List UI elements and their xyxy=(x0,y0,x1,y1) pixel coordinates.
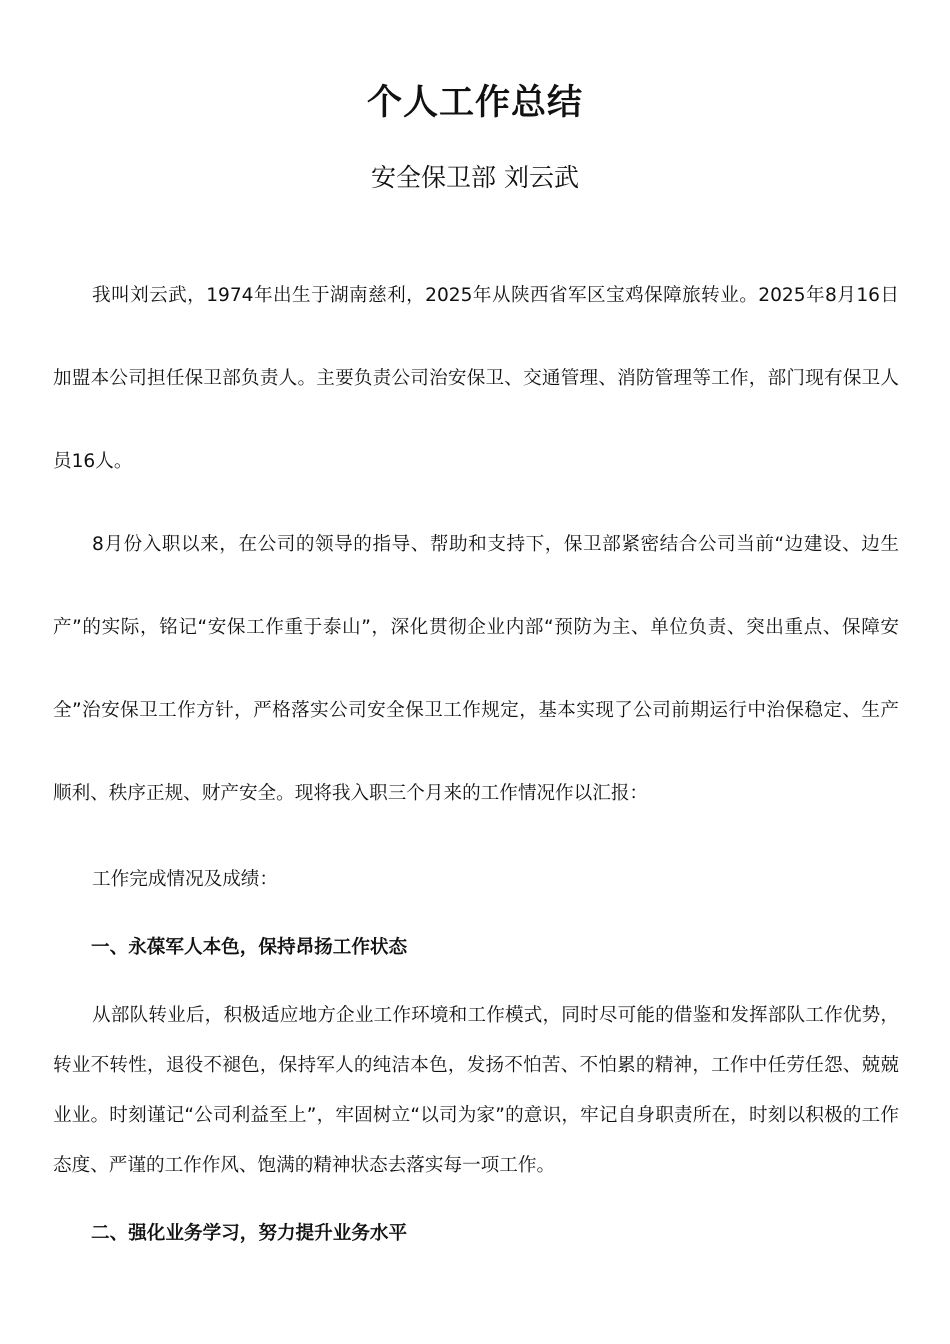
document-subtitle: 安全保卫部 刘云武 xyxy=(371,163,579,192)
section-heading-2: 二、强化业务学习，努力提升业务水平 xyxy=(91,1223,408,1244)
paragraph-section1-body: 从部队转业后，积极适应地方企业工作环境和工作模式，同时尽可能的借鉴和发挥部队工作优势，转业不转性，退役不褪色，保持军人的纯洁本色，发扬不怕苦、不怕累的精神，工作中任劳任怨、兢兢业业。时刻谨记“公司利益至上”，牢固树立“以司为家”的意识，牢记自身职责所在，时刻以积极的工作态度、严谨的工作作风、饱满的精神状态去落实每一项工作。 xyxy=(53,1005,899,1176)
document-title: 个人工作总结 xyxy=(366,82,583,124)
section-heading-1: 一、永葆军人本色，保持昂扬工作状态 xyxy=(91,937,408,958)
paragraph-intro: 我叫刘云武，1974年出生于湖南慈利，2025年从陕西省军区宝鸡保障旅转业。2025年8月16日加盟本公司担任保卫部负责人。主要负责公司治安保卫、交通管理、消防管理等工作，部门现有保卫人员16人。 xyxy=(53,285,899,472)
paragraph-since-august: 8月份入职以来，在公司的领导的指导、帮助和支持下，保卫部紧密结合公司当前“边建设、边生产”的实际，铭记“安保工作重于泰山”，深化贯彻企业内部“预防为主、单位负责、突出重点、保障安全”治安保卫工作方针，严格落实公司安全保卫工作规定，基本实现了公司前期运行中治保稳定、生产顺利、秩序正规、财产安全。现将我入职三个月来的工作情况作以汇报： xyxy=(53,534,899,804)
paragraph-achievements-intro: 工作完成情况及成绩： xyxy=(92,869,278,890)
